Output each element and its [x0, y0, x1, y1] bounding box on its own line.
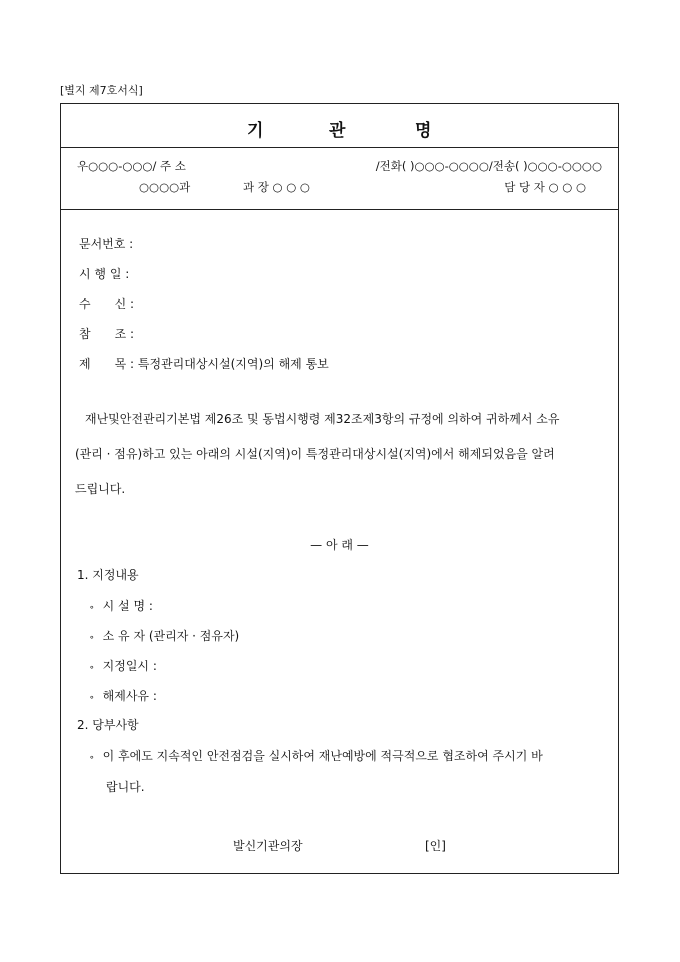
field-label: 참 조 :	[79, 327, 135, 341]
subject-value: 특정관리대상시설(지역)의 해제 통보	[137, 357, 329, 371]
bullet-icon: ∘	[89, 603, 95, 613]
section-heading: 1. 지정내용	[77, 568, 139, 582]
paragraph-line: (관리 · 점유)하고 있는 아래의 시설(지역)이 특정관리대상시설(지역)에서 해제되었음을 알려	[75, 447, 555, 461]
item-text: 해제사유 :	[102, 689, 157, 703]
postal-address: 우○○○-○○○/ 주 소	[77, 159, 186, 173]
field-label: 제 목 :	[79, 357, 135, 371]
section-heading: 2. 당부사항	[77, 718, 139, 732]
field-reference	[79, 325, 134, 342]
field-label: 시 행 일 :	[79, 267, 130, 281]
sender-name: 발신기관의장	[233, 839, 303, 853]
item-text: 이 후에도 지속적인 안전점검을 실시하여 재난예방에 적극적으로 협조하여 주시기 바	[102, 749, 543, 763]
list-item	[89, 657, 157, 674]
contact-info-block	[61, 148, 618, 210]
title-char-3: 명	[415, 121, 432, 141]
field-label: 수 신 :	[79, 297, 135, 311]
field-effective-date	[79, 265, 129, 282]
person-in-charge: 담 당 자 ○ ○ ○	[504, 180, 586, 194]
field-label: 문서번호 :	[79, 237, 134, 251]
field-subject	[79, 355, 329, 372]
bullet-icon: ∘	[89, 693, 95, 703]
organization-name-header	[61, 104, 618, 148]
field-document-number	[79, 235, 133, 252]
item-text: 시 설 명 :	[102, 599, 153, 613]
section-chief: 과 장 ○ ○ ○	[243, 180, 310, 194]
item-continuation: 랍니다.	[106, 780, 145, 794]
item-text: 지정일시 :	[102, 659, 157, 673]
official-letter-form	[60, 103, 619, 874]
list-item	[89, 747, 543, 764]
bullet-icon: ∘	[89, 633, 95, 643]
bullet-icon: ∘	[89, 663, 95, 673]
list-item	[89, 597, 153, 614]
list-item	[89, 687, 157, 704]
phone-fax: /전화( )○○○-○○○○/전송( )○○○-○○○○	[375, 159, 602, 173]
item-text: 소 유 자 (관리자 · 점유자)	[102, 629, 240, 643]
department: ○○○○과	[139, 180, 191, 194]
title-char-1: 기	[247, 121, 264, 141]
paragraph-line: 재난및안전관리기본법 제26조 및 동법시행령 제32조제3항의 규정에 의하여 귀하께서 소유	[85, 412, 560, 426]
bullet-icon: ∘	[89, 753, 95, 763]
title-char-2: 관	[329, 121, 346, 141]
field-recipient	[79, 295, 134, 312]
below-heading: — 아 래 —	[310, 538, 369, 552]
list-item	[89, 627, 239, 644]
form-number-label: [별지 제7호서식]	[60, 84, 143, 97]
paragraph-line: 드립니다.	[75, 482, 126, 496]
seal-mark: [인]	[425, 839, 446, 853]
